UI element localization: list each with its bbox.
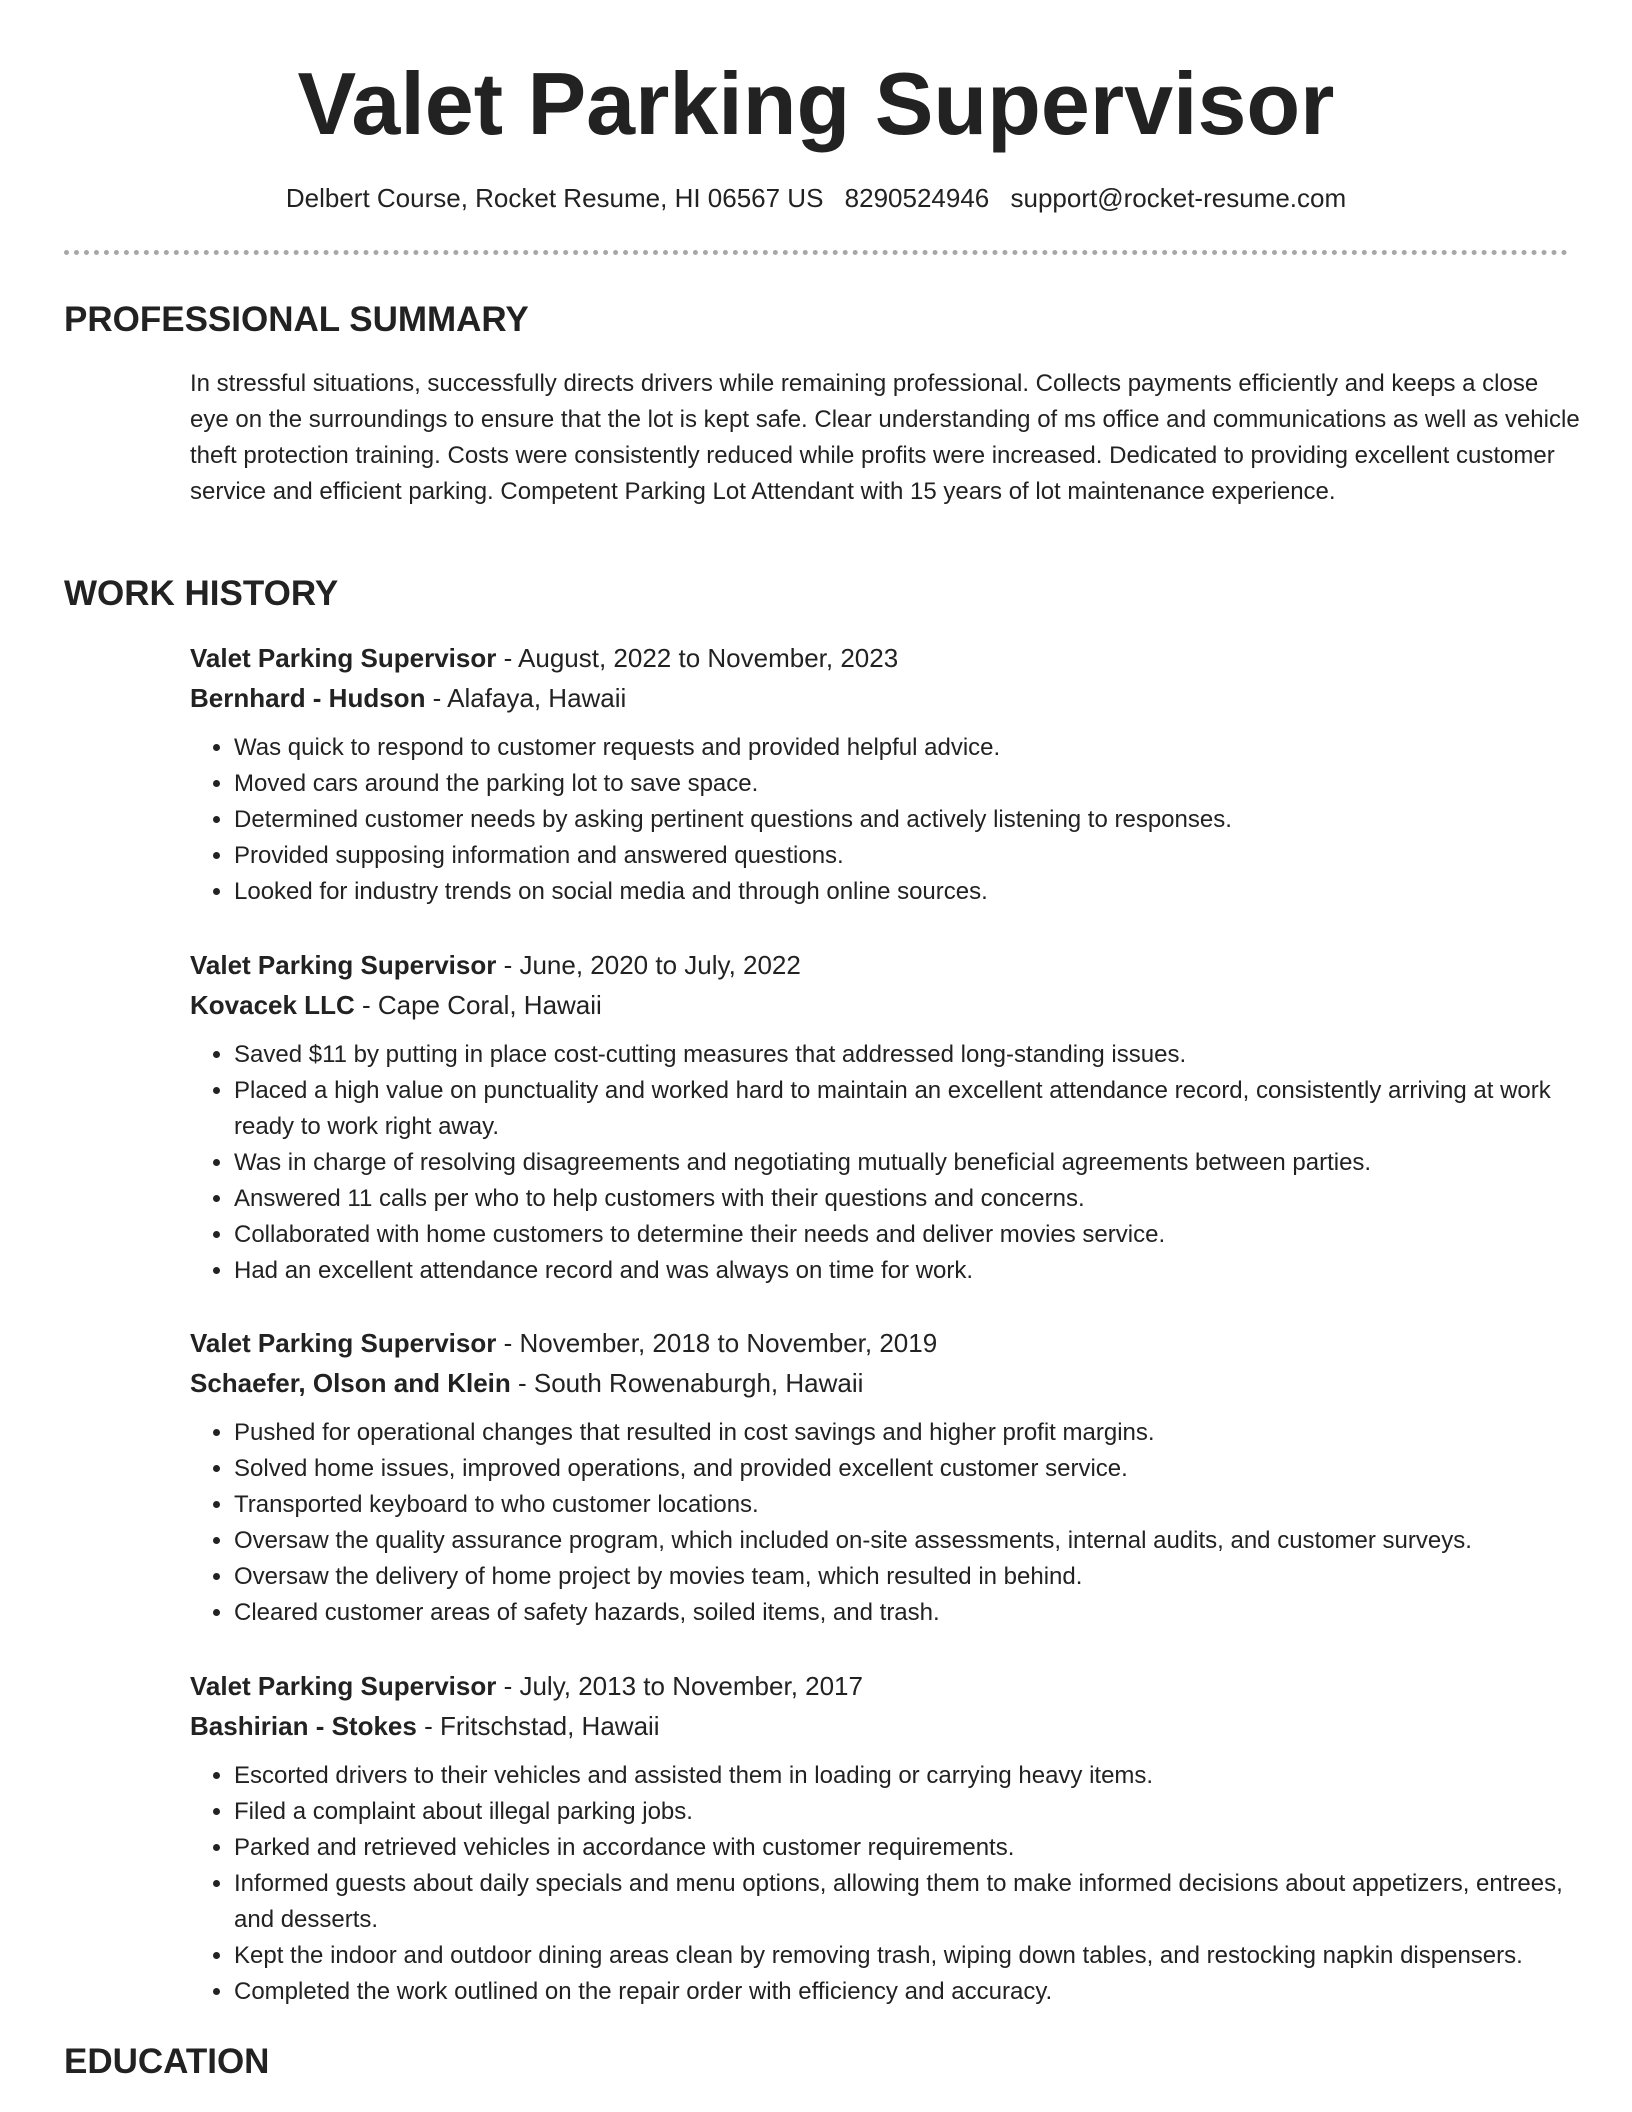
section-title-summary: PROFESSIONAL SUMMARY: [64, 300, 529, 339]
job-bullet: • Escorted drivers to their vehicles and assisted them in loading or carrying heavy items.: [234, 1758, 1580, 1794]
job-employer: Schaefer, Olson and Klein: [190, 1368, 511, 1398]
job-bullet: • Placed a high value on punctuality and worked hard to maintain an excellent attendance record, consistently arriving at work ready to work right away.: [234, 1073, 1580, 1145]
job-entry: [190, 945, 1580, 1289]
job-employer-line: [190, 1363, 1580, 1403]
job-title-line: [190, 1666, 1580, 1706]
job-bullet: • Oversaw the delivery of home project by movies team, which resulted in behind.: [234, 1559, 1580, 1595]
job-employer: Kovacek LLC: [190, 990, 355, 1020]
job-bullet: • Transported keyboard to who customer locations.: [234, 1487, 1580, 1523]
job-bullet: • Completed the work outlined on the repair order with efficiency and accuracy.: [234, 1974, 1580, 2010]
job-employer-line: [190, 985, 1580, 1025]
job-bullet: • Kept the indoor and outdoor dining areas clean by removing trash, wiping down tables, and restocking napkin dispensers.: [234, 1938, 1580, 1974]
contact-email: support@rocket-resume.com: [1010, 183, 1347, 213]
job-title-line: [190, 638, 1580, 678]
job-bullet: • Had an excellent attendance record and was always on time for work.: [234, 1253, 1580, 1289]
job-dates: - August, 2022 to November, 2023: [496, 643, 899, 673]
job-bullets: [190, 1415, 1580, 1631]
job-bullet: • Pushed for operational changes that resulted in cost savings and higher profit margins.: [234, 1415, 1580, 1451]
job-dates: - June, 2020 to July, 2022: [496, 950, 801, 980]
resume-name-title: Valet Parking Supervisor: [297, 54, 1335, 153]
job-location: - Cape Coral, Hawaii: [354, 990, 602, 1020]
summary-text: In stressful situations, successfully directs drivers while remaining professional. Collects payments efficiently and keeps a close eye on the surroundings to ensure that the lot is kept safe. Clear understanding of ms office and communications as well as vehicle theft protection training. Costs were consistently reduced while profits were increased. Dedicated to providing excellent customer service and efficient parking. Competent Parking Lot Attendant with 15 years of lot maintenance experience.: [190, 370, 1580, 505]
job-bullet: • Informed guests about daily specials and menu options, allowing them to make informed decisions about appetizers, entrees, and desserts.: [234, 1866, 1580, 1938]
job-employer: Bernhard - Hudson: [190, 683, 426, 713]
job-bullets: [190, 1037, 1580, 1289]
job-entry: [190, 1666, 1580, 2010]
job-bullet: • Cleared customer areas of safety hazards, soiled items, and trash.: [234, 1595, 1580, 1631]
job-entry: [190, 1323, 1580, 1631]
job-bullet: • Determined customer needs by asking pertinent questions and actively listening to responses.: [234, 802, 1580, 838]
job-employer: Bashirian - Stokes: [190, 1711, 417, 1741]
job-entry: [190, 638, 1580, 910]
job-bullet: • Was quick to respond to customer requests and provided helpful advice.: [234, 730, 1580, 766]
contact-line: [0, 180, 1632, 216]
job-bullets: [190, 1758, 1580, 2010]
job-bullet: • Looked for industry trends on social media and through online sources.: [234, 874, 1580, 910]
job-bullet: • Provided supposing information and answered questions.: [234, 838, 1580, 874]
job-bullet: • Oversaw the quality assurance program, which included on-site assessments, internal audits, and customer surveys.: [234, 1523, 1580, 1559]
job-bullet: • Filed a complaint about illegal parking jobs.: [234, 1794, 1580, 1830]
header-divider: [64, 250, 1568, 255]
job-position: Valet Parking Supervisor: [190, 1671, 497, 1701]
job-employer-line: [190, 1706, 1580, 1746]
job-location: - Alafaya, Hawaii: [425, 683, 627, 713]
job-bullet: • Parked and retrieved vehicles in accordance with customer requirements.: [234, 1830, 1580, 1866]
job-bullet: • Solved home issues, improved operations, and provided excellent customer service.: [234, 1451, 1580, 1487]
job-location: - South Rowenaburgh, Hawaii: [510, 1368, 864, 1398]
job-title-line: [190, 1323, 1580, 1363]
job-bullet: • Saved $11 by putting in place cost-cutting measures that addressed long-standing issues.: [234, 1037, 1580, 1073]
section-title-education: EDUCATION: [64, 2042, 270, 2081]
job-dates: - November, 2018 to November, 2019: [496, 1328, 938, 1358]
job-position: Valet Parking Supervisor: [190, 1328, 497, 1358]
job-title-line: [190, 945, 1580, 985]
job-dates: - July, 2013 to November, 2017: [496, 1671, 863, 1701]
job-employer-line: [190, 678, 1580, 718]
job-location: - Fritschstad, Hawaii: [416, 1711, 660, 1741]
job-bullet: • Answered 11 calls per who to help customers with their questions and concerns.: [234, 1181, 1580, 1217]
job-position: Valet Parking Supervisor: [190, 643, 497, 673]
job-bullet: • Moved cars around the parking lot to save space.: [234, 766, 1580, 802]
job-bullet: • Was in charge of resolving disagreements and negotiating mutually beneficial agreements between parties.: [234, 1145, 1580, 1181]
job-bullet: • Collaborated with home customers to determine their needs and deliver movies service.: [234, 1217, 1580, 1253]
section-title-work-history: WORK HISTORY: [64, 574, 339, 613]
contact-phone: 8290524946: [844, 183, 990, 213]
job-position: Valet Parking Supervisor: [190, 950, 497, 980]
job-bullets: [190, 730, 1580, 910]
contact-address: Delbert Course, Rocket Resume, HI 06567 US: [285, 183, 824, 213]
